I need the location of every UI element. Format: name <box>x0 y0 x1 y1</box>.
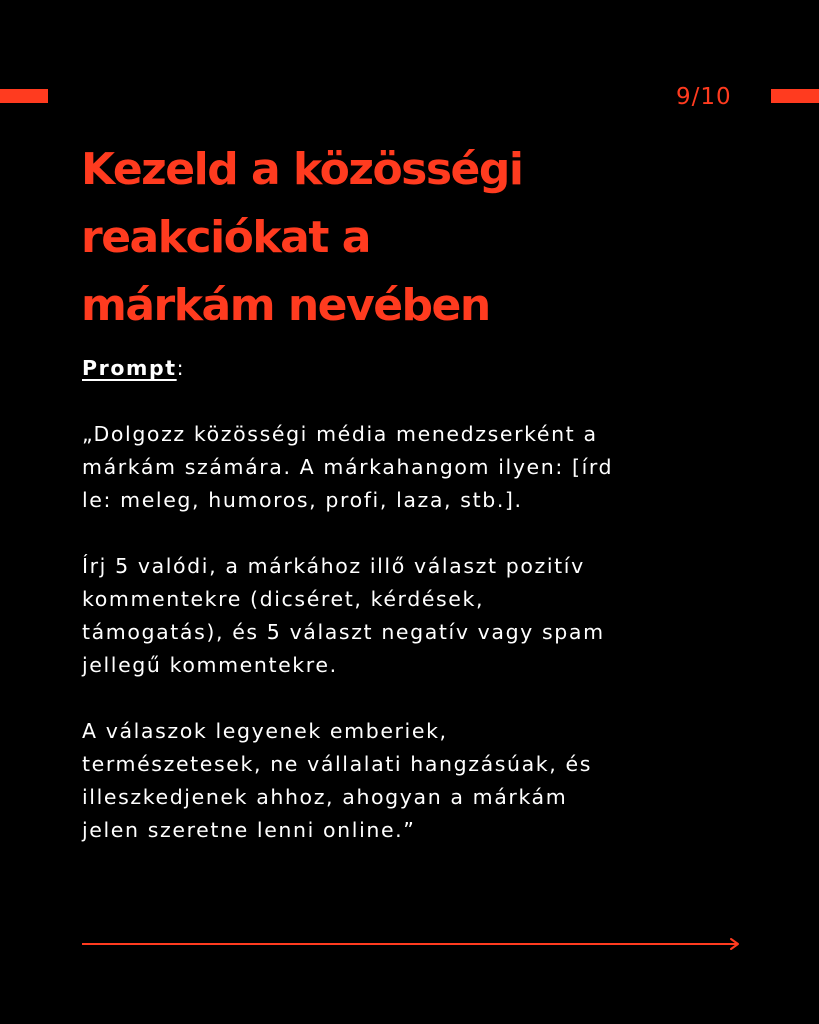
arrow-right-icon <box>82 934 742 954</box>
paragraph-line: Írj 5 valódi, a márkához illő választ pozitív <box>82 554 585 578</box>
paragraph-spacer <box>82 385 742 418</box>
left-accent-bar <box>0 89 48 103</box>
paragraph-line: márkám számára. A márkahangom ilyen: [írd <box>82 455 614 479</box>
right-accent-bar <box>771 89 819 103</box>
page-counter: 9/10 <box>676 84 732 110</box>
paragraph-line: kommentekre (dicséret, kérdések, <box>82 587 485 611</box>
paragraph-line: támogatás), és 5 választ negatív vagy spam <box>82 620 605 644</box>
page-title <box>81 136 741 340</box>
prompt-body <box>82 352 742 847</box>
paragraph-line: jelen szeretne lenni online.” <box>82 818 416 842</box>
paragraph-spacer <box>82 682 742 715</box>
title-line: reakciókat a <box>81 212 370 263</box>
title-line: Kezeld a közösségi <box>81 144 523 195</box>
prompt-heading <box>82 352 742 385</box>
paragraph-line: le: meleg, humoros, profi, laza, stb.]. <box>82 488 523 512</box>
paragraph-line: természetesek, ne vállalati hangzásúak, és <box>82 752 592 776</box>
prompt-colon: : <box>176 356 186 380</box>
paragraph-line: A válaszok legyenek emberiek, <box>82 719 448 743</box>
paragraph-1 <box>82 418 742 517</box>
paragraph-spacer <box>82 517 742 550</box>
title-line: márkám nevében <box>81 280 490 331</box>
paragraph-line: illeszkedjenek ahhoz, ahogyan a márkám <box>82 785 568 809</box>
prompt-label: Prompt <box>82 356 177 380</box>
paragraph-line: jellegű kommentekre. <box>82 653 338 677</box>
paragraph-line: „Dolgozz közösségi média menedzserként a <box>82 422 598 446</box>
paragraph-2 <box>82 550 742 682</box>
paragraph-3 <box>82 715 742 847</box>
